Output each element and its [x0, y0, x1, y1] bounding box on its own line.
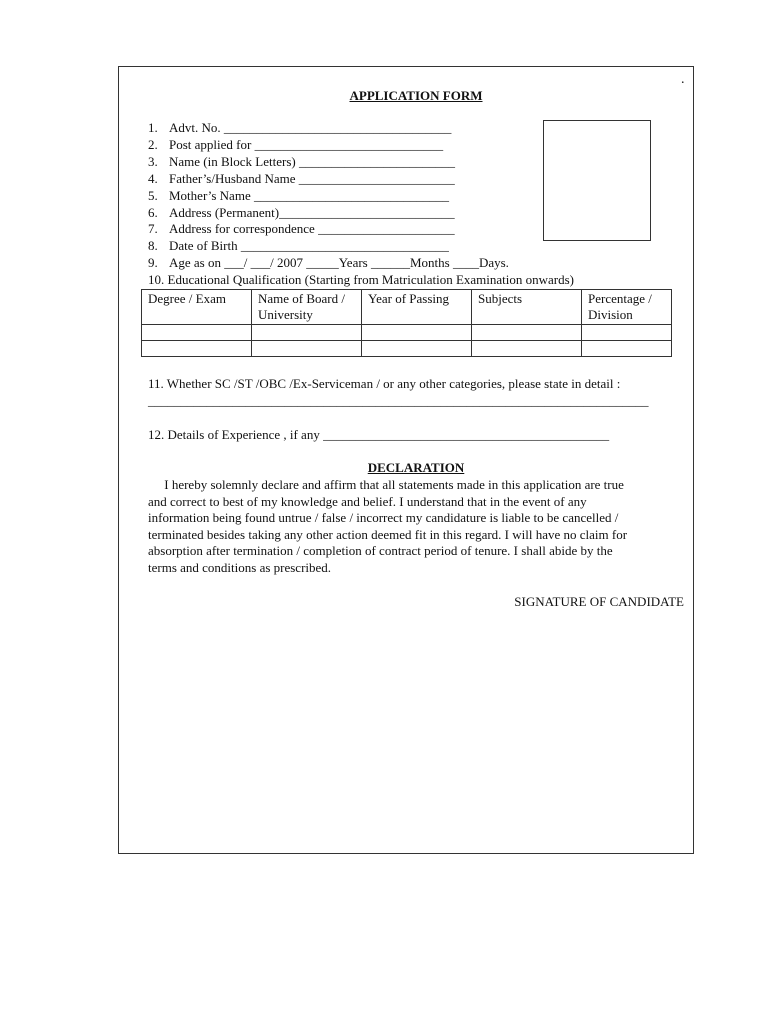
field-text: Address for correspondence _____________________ [169, 221, 455, 237]
table-cell[interactable] [362, 325, 472, 341]
declaration-line: terms and conditions as prescribed. [148, 559, 332, 575]
header-subjects: Subjects [472, 290, 582, 325]
field-number: 9. [148, 255, 158, 271]
table-cell[interactable] [582, 325, 672, 341]
field-number: 7. [148, 221, 158, 237]
header-degree-exam: Degree / Exam [142, 290, 252, 325]
header-percentage-division: Percentage / Division [582, 290, 672, 325]
declaration-title: DECLARATION [367, 460, 465, 475]
table-row [142, 325, 672, 341]
table-cell[interactable] [582, 341, 672, 357]
table-cell[interactable] [142, 325, 252, 341]
field-name[interactable] [148, 154, 509, 171]
field-text: Name (in Block Letters) ________________________ [169, 153, 455, 169]
experience-field[interactable]: 12. Details of Experience , if any ____________________________________________ [148, 427, 610, 442]
field-number: 5. [148, 187, 158, 203]
category-answer-blank[interactable]: _____________________________________________________________________________ [148, 393, 649, 408]
corner-mark: . [681, 72, 685, 87]
field-number: 6. [148, 204, 158, 220]
table-cell[interactable] [252, 341, 362, 357]
field-address-permanent[interactable] [148, 205, 509, 222]
field-text: Post applied for _____________________________ [169, 136, 444, 152]
category-question: 11. Whether SC /ST /OBC /Ex-Serviceman / or any other categories, please state in detail : [148, 376, 621, 391]
form-title: APPLICATION FORM [349, 88, 483, 103]
declaration-line: absorption after termination / completion of contract period of tenure. I shall abide by the [148, 543, 613, 559]
field-number: 3. [148, 153, 158, 169]
field-advt-no[interactable] [148, 120, 509, 137]
photo-box[interactable] [543, 120, 651, 241]
table-cell[interactable] [472, 341, 582, 357]
table-cell[interactable] [252, 325, 362, 341]
field-number: 4. [148, 170, 158, 186]
table-cell[interactable] [362, 341, 472, 357]
field-number: 1. [148, 120, 158, 135]
applicant-fields-list [148, 120, 509, 272]
field-text: Mother’s Name ______________________________ [169, 187, 449, 203]
field-father-husband-name[interactable] [148, 171, 509, 188]
field-text: Date of Birth ________________________________ [169, 238, 449, 254]
field-date-of-birth[interactable] [148, 238, 509, 255]
table-cell[interactable] [142, 341, 252, 357]
field-text: Advt. No. ___________________________________ [169, 120, 452, 135]
header-board-university: Name of Board / University [252, 290, 362, 325]
declaration-line: terminated besides taking any other action deemed fit in this regard. I will have no claim for [148, 526, 628, 542]
table-row [142, 341, 672, 357]
declaration-text [148, 477, 684, 577]
field-address-correspondence[interactable] [148, 221, 509, 238]
table-header-row [142, 290, 672, 325]
header-year-of-passing: Year of Passing [362, 290, 472, 325]
field-text: Age as on ___/ ___/ 2007 _____Years ______Months ____Days. [169, 255, 509, 271]
field-text: Father’s/Husband Name ________________________ [169, 170, 455, 186]
qualification-label: 10. Educational Qualification (Starting from Matriculation Examination onwards) [148, 272, 574, 287]
field-text: Address (Permanent)___________________________ [169, 204, 455, 220]
signature-label: SIGNATURE OF CANDIDATE [514, 594, 684, 609]
qualification-table [141, 289, 672, 357]
declaration-line: I hereby solemnly declare and affirm that all statements made in this application are true [148, 477, 624, 492]
table-cell[interactable] [472, 325, 582, 341]
declaration-line: information being found untrue / false / incorrect my candidature is liable to be cancelled / [148, 510, 619, 526]
declaration-line: and correct to best of my knowledge and belief. I understand that in the event of any [148, 493, 587, 509]
field-post-applied[interactable] [148, 137, 509, 154]
field-number: 2. [148, 136, 158, 152]
field-mother-name[interactable] [148, 188, 509, 205]
field-age[interactable] [148, 255, 509, 272]
field-number: 8. [148, 238, 158, 254]
